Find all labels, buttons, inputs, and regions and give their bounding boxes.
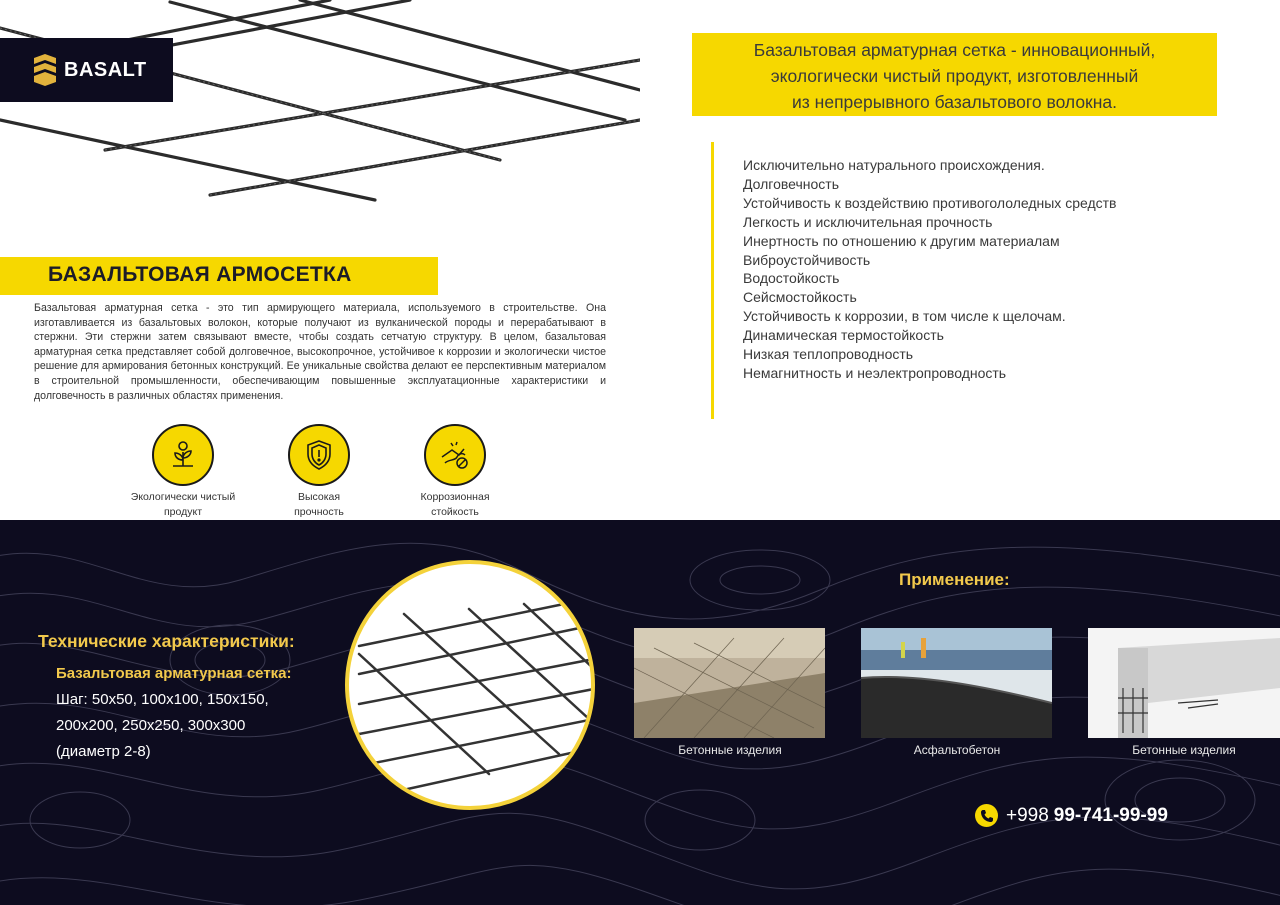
phone-number: 99-741-99-99 <box>1053 804 1168 826</box>
eco-plant-icon <box>152 424 214 486</box>
quote-text: Базальтовая арматурная сетка - инновационный, экологически чистый продукт, изготовленный из непрерывного базальтового волокна. <box>753 40 1156 112</box>
properties-list <box>743 156 1116 383</box>
feature-strength-label: Высокая прочность <box>294 491 344 518</box>
list-item: Инертность по отношению к другим материалам <box>743 232 1060 249</box>
no-corrosion-icon <box>424 424 486 486</box>
intro-paragraph: Базальтовая арматурная сетка - это тип армирующего материала, используемого в строительстве. Она изготавливается из базальтовых волокон, которые получают из вулканической породы и перерабатывают в стержни. Эти стержни затем связывают вместе, чтобы создать сетчатую структуру. В целом, базальтовая арматурная сетка представляет собой долговечное, высокопрочное, устойчивое к коррозии и экологически чистое решение для армирования бетонных конструкций. Ее уникальные свойства делают ее перспективным материалом в строительной промышленности, обеспечивающим повышенные эксплуатационные характеристики и долговечность в различных областях применения. <box>34 302 606 402</box>
mesh-illustration <box>0 0 640 230</box>
list-item: Устойчивость к воздействию противогололедных средств <box>743 194 1117 211</box>
tech-line-1: Шаг: 50х50, 100х100, 150х150, <box>56 691 269 708</box>
application-label-1: Бетонные изделия <box>678 743 782 757</box>
application-label-3: Бетонные изделия <box>1132 743 1236 757</box>
list-item: Низкая теплопроводность <box>743 346 914 363</box>
tech-line-3: (диаметр 2-8) <box>56 743 151 760</box>
mesh-photo-circle <box>345 560 595 810</box>
list-item: Долговечность <box>743 175 839 192</box>
accent-divider <box>711 142 714 419</box>
application-image-precast <box>1088 628 1280 738</box>
list-item: Водостойкость <box>743 270 840 287</box>
list-item: Динамическая термостойкость <box>743 327 944 344</box>
application-image-concrete <box>634 628 825 738</box>
shield-icon <box>288 424 350 486</box>
page-title: БАЗАЛЬТОВАЯ АРМОСЕТКА <box>48 263 352 286</box>
feature-eco-label: Экологически чистый продукт <box>130 491 236 518</box>
feature-strength <box>244 424 394 520</box>
application-heading: Применение: <box>899 570 1010 589</box>
list-item: Легкость и исключительная прочность <box>743 213 993 230</box>
contact-phone[interactable] <box>975 804 1168 827</box>
feature-corrosion <box>380 424 530 520</box>
tech-subheading: Базальтовая арматурная сетка: <box>56 665 292 682</box>
application-label-2: Асфальтобетон <box>913 743 1001 757</box>
tech-line-2: 200х200, 250х250, 300х300 <box>56 717 246 734</box>
feature-corrosion-label: Коррозионная стойкость <box>420 491 490 518</box>
phone-icon <box>975 804 998 827</box>
phone-prefix: +998 <box>1006 804 1049 826</box>
list-item: Исключительно натурального происхождения. <box>743 157 1045 173</box>
list-item: Виброустойчивость <box>743 251 871 268</box>
brand-name: BASALT <box>64 58 147 81</box>
logo <box>0 38 173 102</box>
feature-eco <box>108 424 258 520</box>
tech-heading: Технические характеристики: <box>38 631 295 651</box>
list-item: Немагнитность и неэлектропроводность <box>743 364 1007 381</box>
list-item: Сейсмостойкость <box>743 289 857 306</box>
application-image-asphalt <box>861 628 1052 738</box>
basalt-logo-icon <box>32 54 58 86</box>
list-item: Устойчивость к коррозии, в том числе к щелочам. <box>743 308 1066 325</box>
